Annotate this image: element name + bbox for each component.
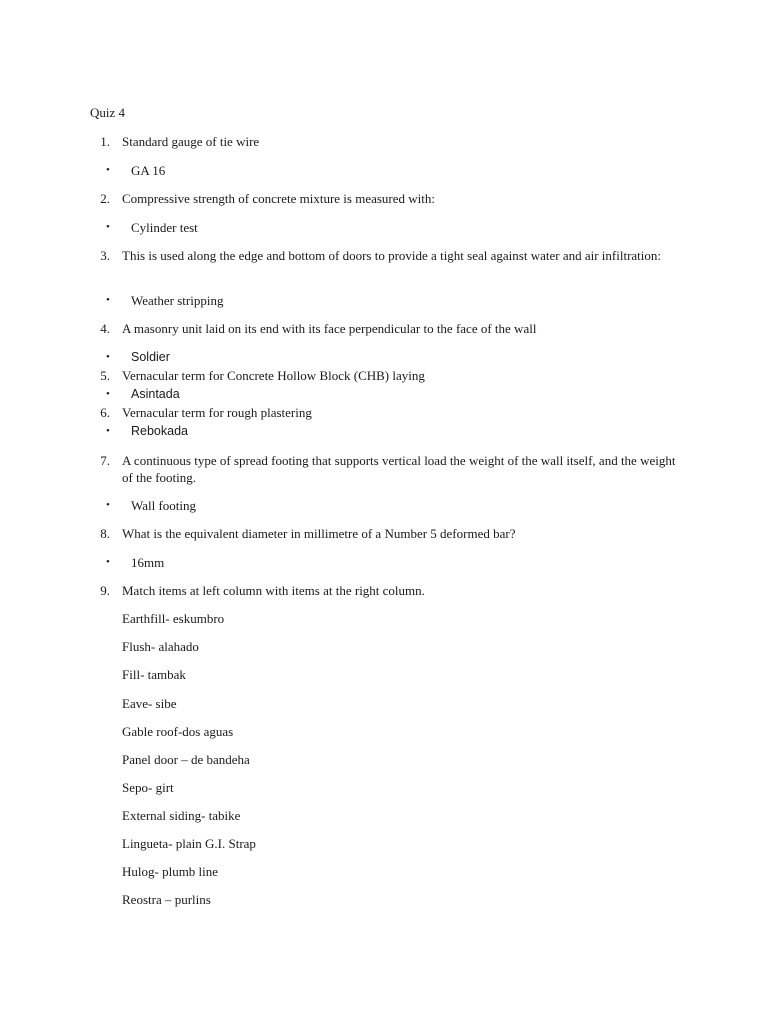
- match-item: Eave- sibe: [122, 696, 177, 711]
- answer-text: Cylinder test: [131, 220, 198, 235]
- question-text: This is used along the edge and bottom of doors to provide a tight seal against water and air infiltration:: [122, 248, 662, 263]
- bullet-icon: •: [106, 556, 110, 568]
- match-item: Gable roof-dos aguas: [122, 724, 234, 739]
- bullet-icon: •: [106, 425, 110, 437]
- match-item: Fill- tambak: [122, 667, 186, 682]
- match-item: Reostra – purlins: [122, 892, 211, 907]
- answer-text: Soldier: [131, 350, 170, 364]
- match-item: Panel door – de bandeha: [122, 752, 250, 767]
- question-number: 5.: [100, 368, 110, 383]
- question-text: What is the equivalent diameter in millimetre of a Number 5 deformed bar?: [122, 526, 516, 541]
- question-text: Vernacular term for Concrete Hollow Block (CHB) laying: [122, 368, 425, 383]
- question-number: 3.: [100, 248, 110, 263]
- question-number: 9.: [100, 583, 110, 598]
- bullet-icon: •: [106, 221, 110, 233]
- question-text: Compressive strength of concrete mixture is measured with:: [122, 191, 436, 206]
- match-item: Flush- alahado: [122, 639, 199, 654]
- bullet-icon: •: [106, 351, 110, 363]
- question-number: 8.: [100, 526, 110, 541]
- question-text: Standard gauge of tie wire: [122, 134, 260, 149]
- match-item: Sepo- girt: [122, 780, 174, 795]
- match-item: Hulog- plumb line: [122, 864, 219, 879]
- bullet-icon: •: [106, 164, 110, 176]
- bullet-icon: •: [106, 499, 110, 511]
- match-item: Lingueta- plain G.I. Strap: [122, 836, 256, 851]
- question-text: Match items at left column with items at the right column.: [122, 583, 425, 598]
- answer-text: 16mm: [131, 555, 165, 570]
- question-text: Vernacular term for rough plastering: [122, 405, 312, 420]
- question-text: A masonry unit laid on its end with its face perpendicular to the face of the wall: [122, 321, 537, 336]
- page-title: Quiz 4: [90, 105, 126, 120]
- answer-text: Wall footing: [131, 498, 197, 513]
- answer-text: Rebokada: [131, 424, 188, 438]
- question-number: 7.: [100, 453, 110, 468]
- question-number: 1.: [100, 134, 110, 149]
- answer-text: GA 16: [131, 163, 166, 178]
- answer-text: Asintada: [131, 387, 180, 401]
- bullet-icon: •: [106, 294, 110, 306]
- question-number: 4.: [100, 321, 110, 336]
- answer-text: Weather stripping: [131, 293, 224, 308]
- match-item: External siding- tabike: [122, 808, 241, 823]
- match-item: Earthfill- eskumbro: [122, 611, 225, 626]
- question-text: A continuous type of spread footing that supports vertical load the weight of the wall itself, and the weight of the footing.: [122, 453, 676, 485]
- question-number: 2.: [100, 191, 110, 206]
- bullet-icon: •: [106, 388, 110, 400]
- question-number: 6.: [100, 405, 110, 420]
